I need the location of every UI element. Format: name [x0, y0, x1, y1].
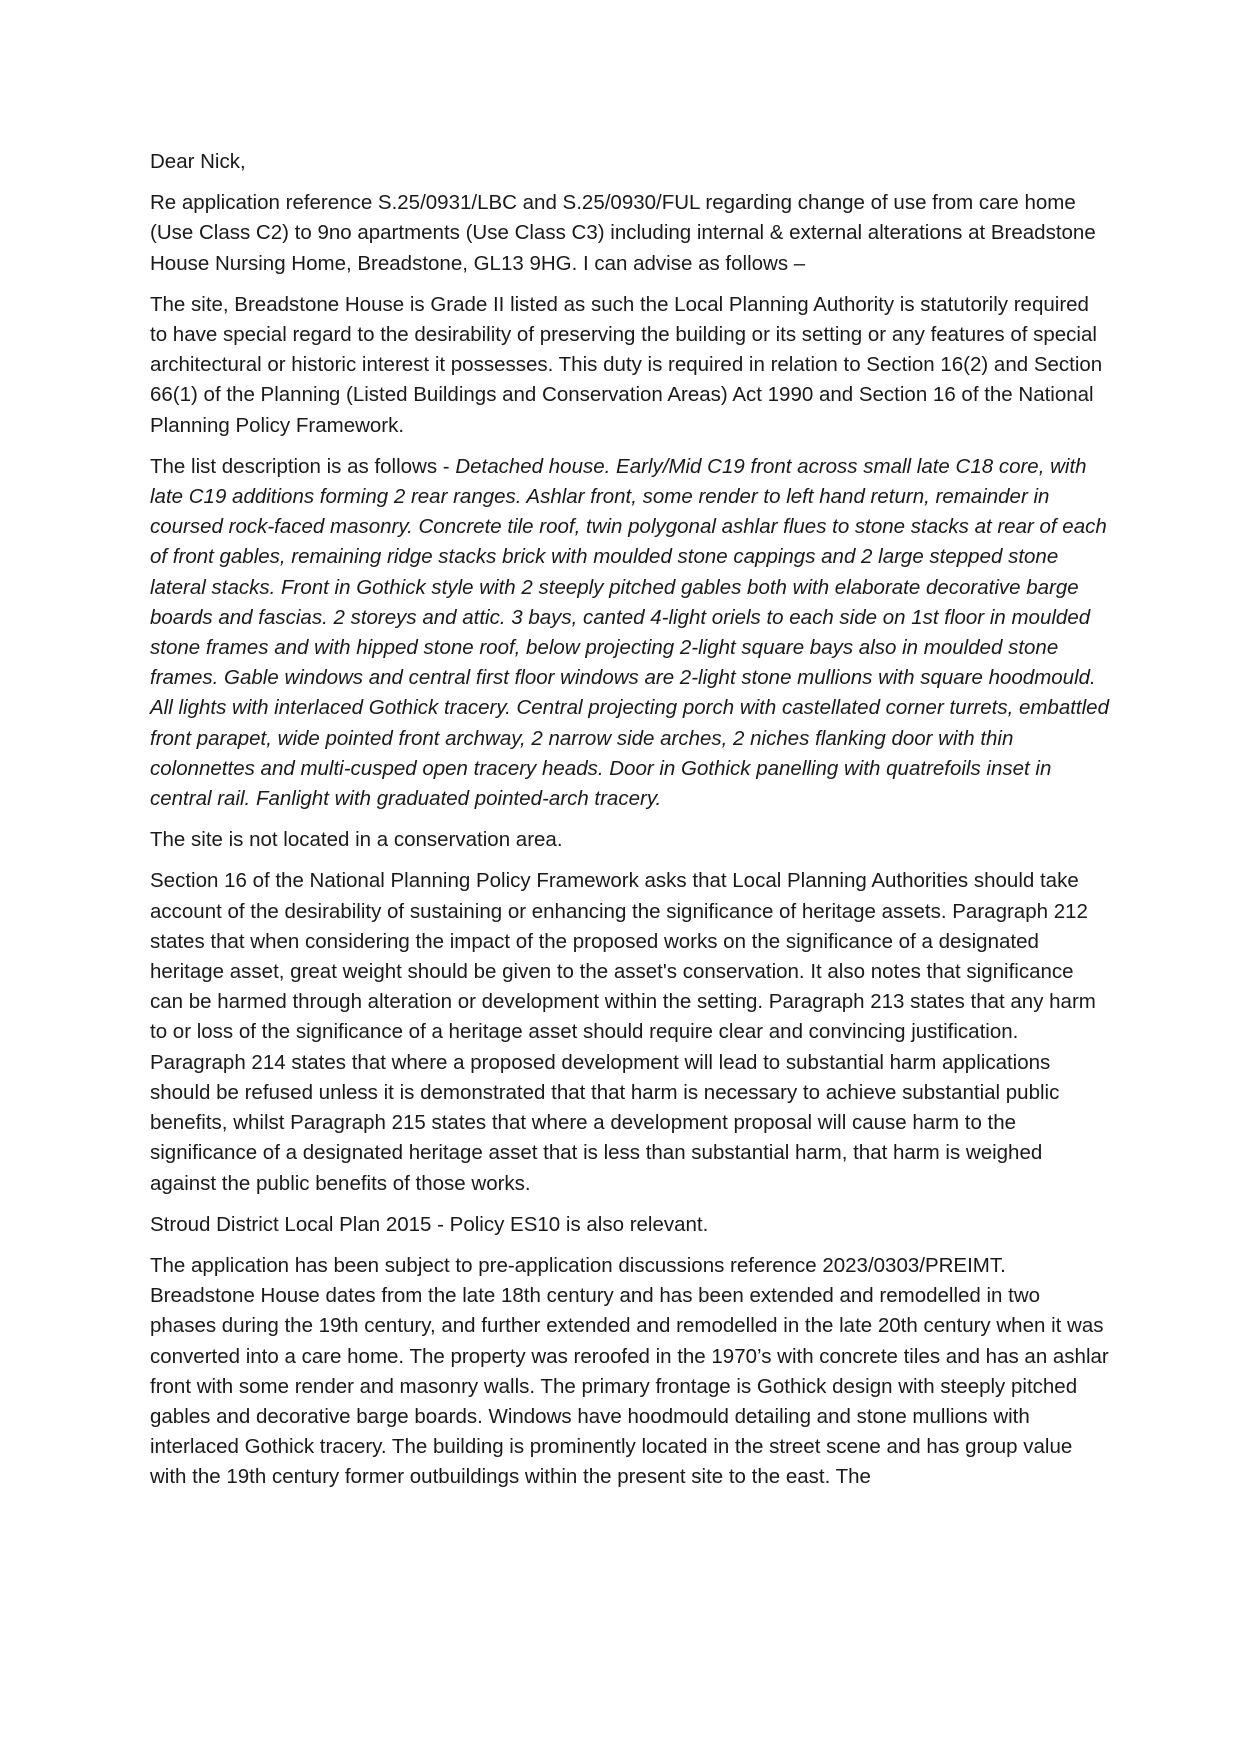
nppf-paragraph: Section 16 of the National Planning Policy Framework asks that Local Planning Authorities should take account of the desirability of sustaining or enhancing the significance of heritage assets. Paragraph 212 states that when considering the impact of the proposed works on the significance of a designated heritage asset, great weight should be given to the asset's conservation. It also notes that significance can be harmed through alteration or development within the setting. Paragraph 213 states that any harm to or loss of the significance of a heritage asset should require clear and convincing justification. Paragraph 214 states that where a proposed development will lead to substantial harm applications should be refused unless it is demonstrated that that harm is necessary to achieve substantial public benefits, whilst Paragraph 215 states that where a development proposal will cause harm to the significance of a designated heritage asset that is less than substantial harm, that harm is weighed against the public benefits of those works.: [150, 869, 1096, 1195]
salutation: Dear Nick,: [150, 150, 246, 173]
application-reference-paragraph: Re application reference S.25/0931/LBC and S.25/0930/FUL regarding change of use from care home (Use Class C2) to 9no apartments (Use Class C3) including internal & external alterations at Breadstone House Nursing Home, Breadstone, GL13 9HG. I can advise as follows –: [150, 191, 1096, 275]
local-plan-paragraph: Stroud District Local Plan 2015 - Policy ES10 is also relevant.: [150, 1212, 709, 1236]
history-paragraph: The application has been subject to pre-application discussions reference 2023/0303/PREIMT. Breadstone House dates from the late 18th century and has been extended and remodelled in two phases during the 19th century, and further extended and remodelled in the late 20th century when it was converted into a care home. The property was reroofed in the 1970’s with concrete tiles and has an ashlar front with some render and masonry walls. The primary frontage is Gothick design with steeply pitched gables and decorative barge boards. Windows have hoodmould detailing and stone mullions with interlaced Gothick tracery. The building is prominently located in the street scene and has group value with the 19th century former outbuildings within the present site to the east. The: [150, 1253, 1109, 1489]
list-description-quote: Detached house. Early/Mid C19 front across small late C18 core, with late C19 additions forming 2 rear ranges. Ashlar front, some render to left hand return, remainder in coursed rock-faced masonry. Concrete tile roof, twin polygonal ashlar flues to stone stacks at rear of each of front gables, remaining ridge stacks brick with moulded stone cappings and 2 large stepped stone lateral stacks. Front in Gothick style with 2 steeply pitched gables both with elaborate decorative barge boards and fascias. 2 storeys and attic. 3 bays, canted 4-light oriels to each side on 1st floor in moulded stone frames and with hipped stone roof, below projecting 2-light square bays also in moulded stone frames. Gable windows and central first floor windows are 2-light stone mullions with square hoodmould. All lights with interlaced Gothick tracery. Central projecting porch with castellated corner turrets, embattled front parapet, wide pointed front archway, 2 narrow side arches, 2 niches flanking door with thin colonnettes and multi-cusped open tracery heads. Door in Gothick panelling with quatrefoils inset in central rail. Fanlight with graduated pointed-arch tracery.: [150, 454, 1109, 811]
list-description-paragraph: [150, 452, 1110, 814]
listed-status-paragraph: The site, Breadstone House is Grade II listed as such the Local Planning Authority is statutorily required to have special regard to the desirability of preserving the building or its setting or any features of special architectural or historic interest it possesses. This duty is required in relation to Section 16(2) and Section 66(1) of the Planning (Listed Buildings and Conservation Areas) Act 1990 and Section 16 of the National Planning Policy Framework.: [150, 292, 1103, 437]
letter-body: [150, 147, 1110, 1504]
conservation-area-paragraph: The site is not located in a conservation area.: [150, 828, 563, 852]
list-description-intro: The list description is as follows -: [150, 454, 456, 478]
